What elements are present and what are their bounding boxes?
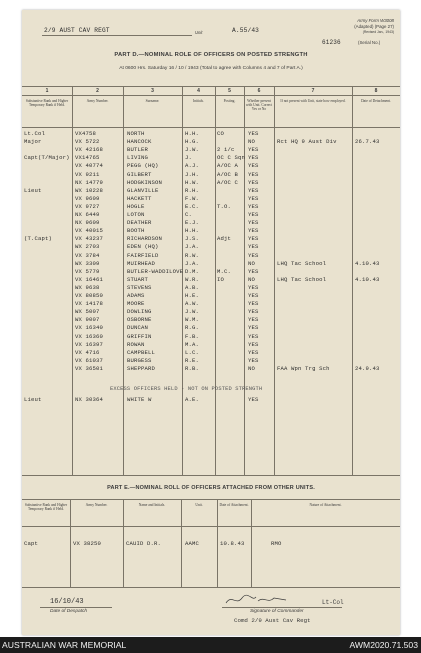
roll-cell: CAMPBELL <box>127 348 156 356</box>
roll-cell: 4.10.43 <box>355 275 380 283</box>
roll-cell: YES <box>248 316 259 324</box>
commander-signature <box>222 592 292 608</box>
roll-cell: (T.Capt) <box>24 235 53 243</box>
archive-name: AUSTRALIAN WAR MEMORIAL <box>2 640 127 650</box>
roll-cell: NO <box>248 275 256 283</box>
roll-cell: YES <box>248 219 259 227</box>
roll-cell: YES <box>248 194 259 202</box>
roll-cell: GLANVILLE <box>127 186 159 194</box>
roll-cell: IO <box>217 275 225 283</box>
roll-cell: J. <box>185 154 193 162</box>
roll-cell: 26.7.43 <box>355 138 380 146</box>
roll-cell: YES <box>248 162 259 170</box>
roll-cell: WX 2703 <box>75 243 100 251</box>
archive-accession-number: AWM2020.71.503 <box>349 640 418 650</box>
part-e-title: PART E.—NOMINAL ROLL OF OFFICERS ATTACHED FROM OTHER UNITS. <box>107 485 315 491</box>
roll-cell: R.G. <box>185 324 200 332</box>
roll-cell: FAIRFIELD <box>127 251 159 259</box>
roll-cell: YES <box>248 324 259 332</box>
roll-cell: YES <box>248 348 259 356</box>
part-d-title: PART D.—NOMINAL ROLE OF OFFICERS ON POSTED STRENGTH <box>114 52 308 58</box>
roll-cell: YES <box>248 186 259 194</box>
roll-cell: YES <box>248 243 259 251</box>
roll-cell: OC C Sqn <box>217 154 246 162</box>
roll-cell: NX 9609 <box>75 219 100 227</box>
roll-cell: Rct HQ 9 Aust Div <box>277 138 337 146</box>
archive-bar <box>0 637 421 653</box>
roll-cell: WX 9638 <box>75 283 100 291</box>
roll-cell: BUTLER-WADDILOVE <box>127 267 184 275</box>
roll-cell: H.E. <box>185 292 200 299</box>
roll-cell: YES <box>248 202 259 210</box>
roll-cell: H.H. <box>185 130 200 137</box>
roll-cell: F.W. <box>185 194 200 202</box>
excess-cell: A.E. <box>185 396 200 403</box>
column-header: Army Number. <box>86 99 109 103</box>
roll-cell: STUART <box>127 275 149 283</box>
roll-cell: RICHARDSON <box>127 235 163 243</box>
despatch-date: 16/10/43 <box>50 598 84 606</box>
attached-officer-cell: RMO <box>271 540 282 547</box>
roll-cell: WX 3309 <box>75 259 100 267</box>
roll-cell: YES <box>248 356 259 364</box>
roll-cell: M.C. <box>217 267 232 275</box>
roll-cell: VX 40015 <box>75 227 104 235</box>
roll-cell: Lieut <box>24 186 42 194</box>
form-id-line-2: (Adapted) (Page 27) <box>354 24 394 29</box>
roll-cell: NO <box>248 364 256 372</box>
column-header: Date of Detachment. <box>361 99 391 103</box>
roll-cell: WX 9007 <box>75 316 100 324</box>
roll-cell: J.H. <box>185 170 200 178</box>
roll-cell: FAA Wpn Trg Sch <box>277 364 330 372</box>
roll-cell: R.H. <box>185 186 200 194</box>
roll-cell: J.S. <box>185 235 200 243</box>
roll-cell: VX 61037 <box>75 356 104 364</box>
roll-cell: DEATHER <box>127 219 152 227</box>
unit-caption: Unit <box>195 30 203 35</box>
column-number: 3 <box>151 88 154 94</box>
column-header: If not present with Unit, state how employed. <box>280 99 346 103</box>
roll-cell: VX 5779 <box>75 267 100 275</box>
roll-cell: YES <box>248 251 259 259</box>
roll-cell: NO <box>248 138 256 146</box>
roll-cell: STEVENS <box>127 283 152 291</box>
roll-cell: YES <box>248 283 259 291</box>
roll-cell: MOORE <box>127 300 145 308</box>
roll-cell: NORTH <box>127 130 145 137</box>
roll-cell: YES <box>248 300 259 308</box>
excess-cell: Lieut <box>24 396 42 403</box>
roll-cell: YES <box>248 332 259 340</box>
roll-cell: VX 14178 <box>75 300 104 308</box>
part-e-column-header: Substantive Rank and Higher Temporary Rank if Held. <box>24 503 68 512</box>
roll-cell: VX 5722 <box>75 138 100 146</box>
roll-cell: LHQ Tac School <box>277 275 327 283</box>
column-header: Whether present with Unit. Correct Yes or No <box>245 99 273 112</box>
roll-cell: NX 14779 <box>75 178 104 186</box>
roll-cell: LHQ Tac School <box>277 259 327 267</box>
excess-cell: WHITE W <box>127 396 152 403</box>
part-e-column-header: Unit. <box>195 503 203 507</box>
roll-cell: 24.9.43 <box>355 364 380 372</box>
roll-cell: VX 16397 <box>75 340 104 348</box>
roll-cell: SHEPPARD <box>127 364 156 372</box>
roll-cell: GILBERT <box>127 170 152 178</box>
roll-cell: BOOTH <box>127 227 145 235</box>
signer-rank: Lt-Col <box>322 599 344 606</box>
form-id-line-3: (Revised Jan., 1943) <box>362 30 394 34</box>
roll-cell: VX 3784 <box>75 251 100 259</box>
roll-cell: HACKETT <box>127 194 152 202</box>
roll-cell: WX 10228 <box>75 186 104 194</box>
roll-cell: YES <box>248 292 259 299</box>
roll-cell: VX14765 <box>75 154 100 162</box>
column-header: Initials. <box>193 99 204 103</box>
roll-cell: WX 5007 <box>75 308 100 316</box>
roll-cell: YES <box>248 146 259 154</box>
form-id-line-1: Army Form W3008 <box>357 18 394 23</box>
roll-cell: VX 4716 <box>75 348 100 356</box>
roll-cell: BUTLER <box>127 146 149 154</box>
unit-value: 2/9 AUST CAV REGT <box>44 27 110 34</box>
roll-cell: Adjt <box>217 235 232 243</box>
roll-cell: 4.10.43 <box>355 259 380 267</box>
roll-cell: EDEN (HQ) <box>127 243 159 251</box>
roll-cell: OSBORNE <box>127 316 152 324</box>
roll-cell: ROWAN <box>127 340 145 348</box>
roll-cell: YES <box>248 154 259 162</box>
column-number: 1 <box>45 88 49 94</box>
excess-cell: YES <box>248 396 259 403</box>
roll-cell: C. <box>185 211 193 218</box>
roll-cell: Lt.Col <box>24 130 46 137</box>
roll-cell: VX 9609 <box>75 194 100 202</box>
roll-cell: A/OC C <box>217 178 239 186</box>
signer-unit: Comd 2/9 Aust Cav Regt <box>234 617 311 624</box>
roll-cell: W.M. <box>185 316 200 324</box>
roll-cell: F.B. <box>185 332 200 340</box>
roll-cell: R.W. <box>185 251 200 259</box>
roll-cell: LIVING <box>127 154 149 162</box>
roll-cell: HANCOCK <box>127 138 152 146</box>
roll-cell: VX 36501 <box>75 364 104 372</box>
roll-cell: J.W. <box>185 146 200 154</box>
roll-cell: E.C. <box>185 202 200 210</box>
roll-cell: H.W. <box>185 178 200 186</box>
roll-cell: R.E. <box>185 356 200 364</box>
part-e-column-header: Army Number. <box>85 503 108 507</box>
roll-cell: VX 80850 <box>75 292 104 299</box>
roll-cell: VX 16360 <box>75 332 104 340</box>
reference-number: A.55/43 <box>232 27 260 34</box>
roll-cell: R.B. <box>185 364 200 372</box>
roll-cell: J.A. <box>185 259 200 267</box>
roll-cell: YES <box>248 178 259 186</box>
roll-cell: YES <box>248 211 259 218</box>
attached-officer-cell: 10.8.43 <box>220 540 245 547</box>
column-number: 5 <box>228 88 231 94</box>
roll-cell: 2 i/c <box>217 146 235 154</box>
part-e-column-header: Name and Initials. <box>138 503 166 507</box>
roll-cell: A/OC B <box>217 170 239 178</box>
column-number: 8 <box>374 88 378 94</box>
attached-officer-cell: VX 38250 <box>73 540 102 547</box>
roll-cell: VX 9727 <box>75 202 100 210</box>
signature-caption: Signature of Commander <box>250 609 304 614</box>
despatch-caption: Date of Despatch <box>50 609 88 614</box>
attached-officer-cell: Capt <box>24 540 39 547</box>
part-e-column-header: Nature of Attachment. <box>309 503 342 507</box>
roll-cell: A.B. <box>185 283 200 291</box>
roll-cell: VX 43237 <box>75 235 104 243</box>
roll-cell: YES <box>248 308 259 316</box>
roll-cell: W.R. <box>185 275 200 283</box>
roll-cell: LOTON <box>127 211 145 218</box>
roll-cell: J.W. <box>185 308 200 316</box>
roll-cell: Capt(T/Major) <box>24 154 70 162</box>
column-number: 7 <box>311 88 315 94</box>
roll-cell: DOWLING <box>127 308 152 316</box>
roll-cell: A/OC A <box>217 162 239 170</box>
excess-cell: NX 30364 <box>75 396 104 403</box>
roll-cell: HOGLE <box>127 202 145 210</box>
roll-cell: HODGKINSON <box>127 178 163 186</box>
roll-cell: H.G. <box>185 138 200 146</box>
column-header: Substantive Rank and Higher Temporary Rank if Held. <box>25 99 69 108</box>
roll-cell: YES <box>248 170 259 178</box>
as-at-line: At 0600 Hrs. Saturday 16 / 10 / 1943 (Total to agree with Columns 4 and 7 of Part A.) <box>119 66 303 71</box>
roll-cell: VX 16340 <box>75 324 104 332</box>
roll-cell: YES <box>248 235 259 243</box>
part-e-column-header: Date of Attachment. <box>219 503 249 507</box>
column-number: 2 <box>96 88 99 94</box>
roll-cell: A.W. <box>185 300 200 308</box>
column-header: Surname. <box>145 99 160 103</box>
roll-cell: YES <box>248 267 259 275</box>
roll-cell: YES <box>248 130 259 137</box>
roll-cell: M.A. <box>185 340 200 348</box>
roll-cell: GRIFFIN <box>127 332 152 340</box>
roll-cell: L.C. <box>185 348 200 356</box>
roll-cell: VX4758 <box>75 130 97 137</box>
excess-officers-note: EXCESS OFFICERS HELD - NOT ON POSTED STRENGTH <box>110 386 263 392</box>
roll-cell: VX 40774 <box>75 162 104 170</box>
form-sheet <box>22 10 400 635</box>
roll-cell: NO <box>248 259 256 267</box>
roll-cell: MUIRHEAD <box>127 259 156 267</box>
roll-cell: BURGESS <box>127 356 152 364</box>
serial-value: 61236 <box>322 39 341 46</box>
roll-cell: D.M. <box>185 267 200 275</box>
roll-cell: CO <box>217 130 225 137</box>
roll-cell: J.A. <box>185 243 200 251</box>
roll-cell: PEGG (HQ) <box>127 162 159 170</box>
roll-cell: VX 9211 <box>75 170 100 178</box>
roll-cell: E.J. <box>185 219 200 227</box>
roll-cell: Major <box>24 138 42 146</box>
serial-caption: (Serial No.) <box>358 40 381 45</box>
roll-cell: H.H. <box>185 227 200 235</box>
roll-cell: ADAMS <box>127 292 145 299</box>
roll-cell: T.O. <box>217 202 232 210</box>
roll-cell: YES <box>248 227 259 235</box>
roll-cell: VX 16461 <box>75 275 104 283</box>
roll-cell: DUNCAN <box>127 324 149 332</box>
attached-officer-cell: CAUID D.R. <box>126 540 162 547</box>
roll-cell: VX 42168 <box>75 146 104 154</box>
attached-officer-cell: AAMC <box>185 540 200 547</box>
column-number: 6 <box>257 88 261 94</box>
column-header: Posting. <box>223 99 236 103</box>
column-number: 4 <box>197 88 200 94</box>
roll-cell: A.J. <box>185 162 200 170</box>
roll-cell: YES <box>248 340 259 348</box>
roll-cell: NX 6449 <box>75 211 100 218</box>
